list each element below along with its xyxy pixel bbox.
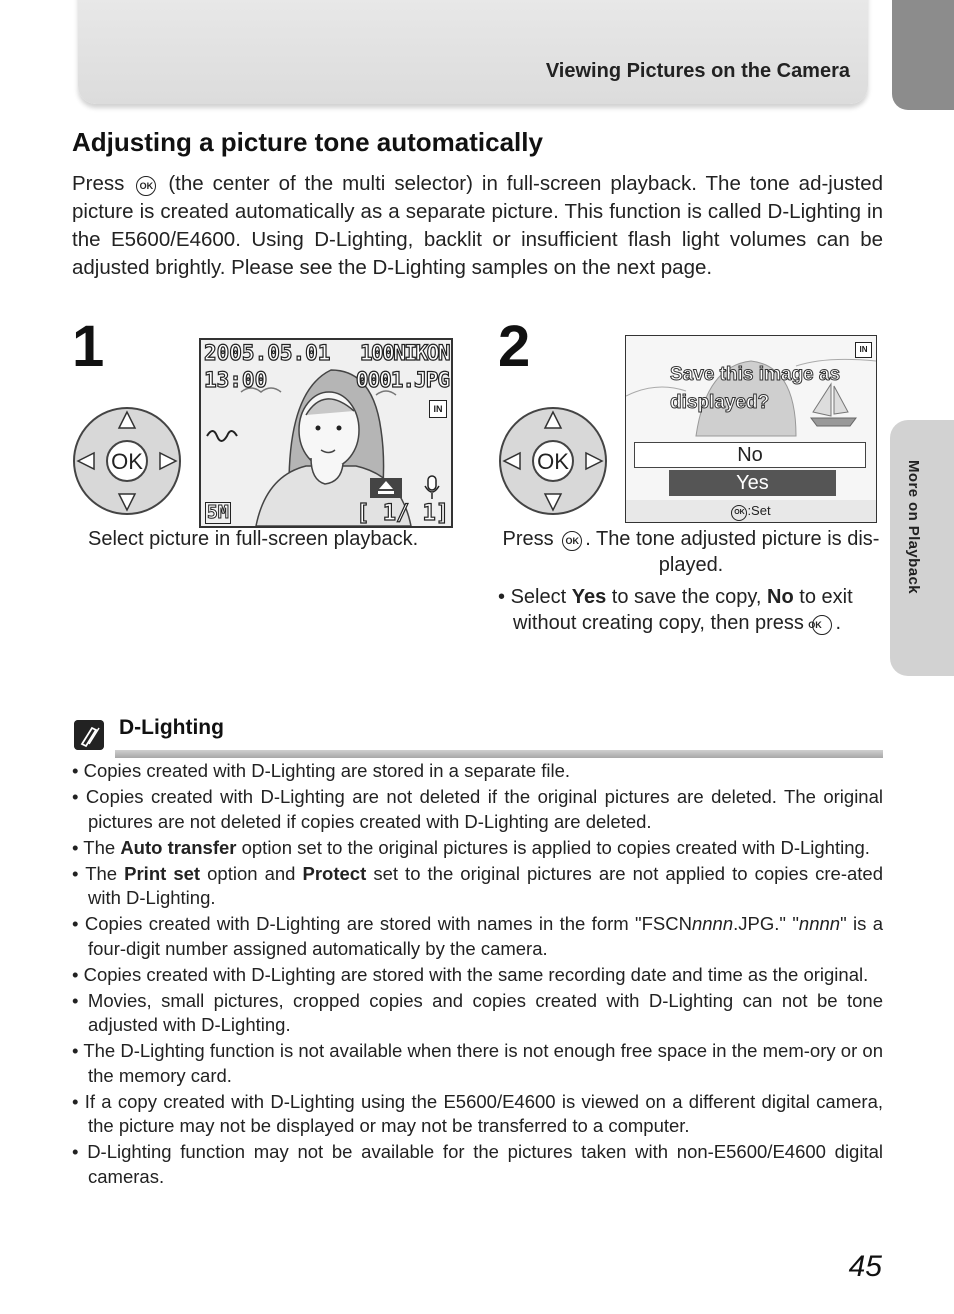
note-item: • Copies created with D-Lighting are stored in a separate file. <box>72 760 571 781</box>
screen-time: 13:00 <box>204 368 268 392</box>
note-item-text: " is a four-digit number assigned automatically by the camera. <box>88 913 884 959</box>
memory-icon: IN <box>429 400 447 418</box>
filename-placeholder: nnnn <box>798 913 841 934</box>
save-prompt-line1: Save this image as <box>670 364 841 385</box>
intro-paragraph <box>72 170 883 282</box>
screen-footer <box>626 500 876 522</box>
note-item: • Movies, small pictures, cropped copies and copies created with D-Lighting can not be tone adjusted with D-Lighting. <box>72 989 883 1035</box>
step2-caption <box>498 526 884 578</box>
page-number: 45 <box>848 1250 882 1283</box>
note-item-text: .JPG." " <box>733 913 799 934</box>
auto-transfer-term: Auto transfer <box>120 836 237 858</box>
note-item-text: • The <box>72 862 125 884</box>
bullet-no: No <box>767 586 794 608</box>
svg-text:OK: OK <box>537 449 569 474</box>
screen-file: 0001.JPG <box>355 368 449 392</box>
microphone-icon <box>423 475 441 501</box>
note-item-text: • The <box>72 836 121 858</box>
note-item: • Copies created with D-Lighting are not deleted if the original pictures are deleted. The original pictures are not deleted if copies created with D-Lighting are deleted. <box>72 786 883 832</box>
step-number-2: 2 <box>498 314 531 379</box>
ok-button-icon: OK <box>136 176 156 196</box>
option-yes[interactable]: Yes <box>669 470 836 496</box>
intro-text-after: (the center of the multi selector) in full-screen playback. The tone ad-justed picture is created automatically as a separate picture. This function is called D-Lighting in the E5600/E4600. Using D-Lighting, backlit or insufficient flash light volumes can be adjusted brightly. Please see the D-Lighting samples on the next page. <box>72 172 883 279</box>
step2-caption-after: . The tone adjusted picture is dis-played. <box>585 528 880 576</box>
bullet-text-2: to save the copy, <box>606 586 768 608</box>
note-item: • D-Lighting function may not be available for the pictures taken with non-E5600/E4600 digital cameras. <box>72 1141 883 1187</box>
screen-date: 2005.05.01 <box>204 341 331 365</box>
note-item: • If a copy created with D-Lighting using the E5600/E4600 is viewed on a different digital camera, the picture may not be displayed or may not be transferred to a computer. <box>72 1090 883 1136</box>
step2-caption-before: Press <box>502 528 554 550</box>
note-item-text: set to the original pictures are not applied to copies cre-ated with D-Lighting. <box>88 862 883 908</box>
playback-screen <box>199 338 453 528</box>
corner-tab <box>892 0 954 110</box>
note-item: • The D-Lighting function is not available when there is not enough free space in the mem-ory or on the memory card. <box>72 1040 883 1086</box>
save-prompt-line2: displayed? <box>670 392 770 413</box>
side-tab-label: More on Playback <box>905 460 922 594</box>
section-title: Adjusting a picture tone automatically <box>72 127 543 157</box>
note-item-text: option set to the original pictures is applied to copies created with D-Lighting. <box>236 836 870 858</box>
memory-icon: IN <box>855 342 872 358</box>
note-list <box>72 759 883 1191</box>
screen-folder: 100NIKON <box>359 341 449 365</box>
d-lighting-wave-icon <box>205 424 241 444</box>
header-banner <box>78 0 868 104</box>
note-title: D-Lighting <box>119 716 224 739</box>
ok-button-icon: OK <box>731 505 747 521</box>
step1-caption: Select picture in full-screen playback. <box>88 528 419 550</box>
option-no[interactable]: No <box>634 442 866 468</box>
ok-button-icon: OK <box>562 531 582 551</box>
bullet-text-4: . <box>835 612 842 634</box>
side-tab <box>890 420 954 676</box>
note-item-text: option and <box>200 862 303 884</box>
bullet-text-3: to exit without creating copy, then press <box>513 586 853 634</box>
multi-selector-icon <box>498 406 608 516</box>
note-item <box>72 836 883 861</box>
print-set-term: Print set <box>124 862 201 884</box>
header-title: Viewing Pictures on the Camera <box>545 60 850 82</box>
note-item-text: • Copies created with D-Lighting are stored with names in the form "FSCN <box>72 913 692 934</box>
note-divider <box>115 750 883 758</box>
image-size-badge: 5M <box>207 502 229 523</box>
intro-text-before: Press <box>72 172 125 195</box>
ok-button-icon: OK <box>812 615 832 635</box>
filename-placeholder: nnnn <box>691 913 734 934</box>
note-item <box>72 862 883 911</box>
multi-selector-icon <box>72 406 182 516</box>
protect-term: Protect <box>302 862 367 884</box>
bullet-yes: Yes <box>571 586 607 608</box>
svg-text:OK: OK <box>111 449 143 474</box>
note-item: • Copies created with D-Lighting are stored with the same recording date and time as the original. <box>72 963 869 985</box>
frame-counter: [ 1/ 1] <box>356 501 449 526</box>
d-lighting-confirm-screen <box>625 335 877 523</box>
note-item <box>72 912 883 961</box>
note-pencil-icon <box>74 720 104 750</box>
step-number-1: 1 <box>72 314 105 379</box>
step2-bullet: • Select Yes to save the copy, No to exit without creating copy, then press OK . <box>498 586 853 634</box>
footer-set-label: :Set <box>747 503 771 518</box>
bullet-text-1: Select <box>510 586 572 608</box>
transfer-icon <box>369 477 403 499</box>
